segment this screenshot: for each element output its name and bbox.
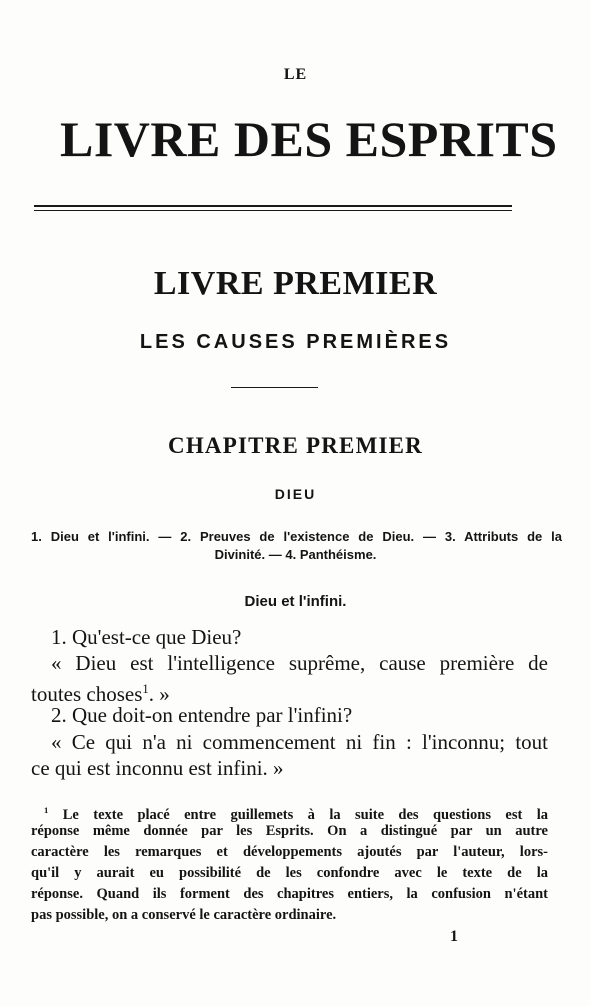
answer-1-line-1: « Dieu est l'intelligence suprême, cause première de — [51, 651, 548, 675]
footnote-line-2: réponse même donnée par les Esprits. On a distingué par un autre — [31, 823, 548, 839]
question-1: 1. Qu'est-ce que Dieu? — [51, 625, 242, 649]
footnote-reference: 1 — [142, 682, 149, 696]
answer-2-line-2: ce qui est inconnu est infini. » — [31, 756, 284, 780]
answer-1-close: . » — [148, 682, 170, 706]
header-rule — [34, 205, 512, 207]
pre-title: LE — [283, 66, 308, 83]
question-2: 2. Que doit-on entendre par l'infini? — [51, 703, 353, 727]
book-title: LIVRE DES ESPRITS — [60, 111, 558, 167]
section-divider — [231, 387, 318, 388]
part-title: LIVRE PREMIER — [153, 265, 438, 302]
chapter-summary-line-2: Divinité. — 4. Panthéisme. — [214, 547, 377, 562]
footnote-line-4: qu'il y aurait eu possibilité de les confondre avec le texte de la — [31, 865, 548, 881]
chapter-summary-line-1: 1. Dieu et l'infini. — 2. Preuves de l'existence de Dieu. — 3. Attributs de la — [31, 529, 562, 544]
footnote-line-3: caractère les remarques et développements ajoutés par l'auteur, lors- — [31, 844, 548, 860]
answer-2-line-1: « Ce qui n'a ni commencement ni fin : l'inconnu; tout — [51, 730, 548, 754]
header-rule-thin — [34, 210, 512, 211]
footnote-line-1-text: Le texte placé entre guillemets à la suite des questions est la — [62, 806, 549, 823]
answer-1-text: toutes choses — [31, 682, 143, 706]
chapter-name: DIEU — [274, 486, 317, 502]
part-subtitle: LES CAUSES PREMIÈRES — [139, 331, 452, 353]
signature-mark: 1 — [450, 928, 458, 945]
chapter-title: CHAPITRE PREMIER — [168, 433, 423, 458]
footnote-marker: 1 — [44, 805, 49, 815]
section-heading: Dieu et l'infini. — [244, 593, 347, 610]
footnote-line-5: réponse. Quand ils forment des chapitres entiers, la confusion n'étant — [31, 886, 548, 902]
footnote-line-6: pas possible, on a conservé le caractère ordinaire. — [31, 907, 337, 923]
